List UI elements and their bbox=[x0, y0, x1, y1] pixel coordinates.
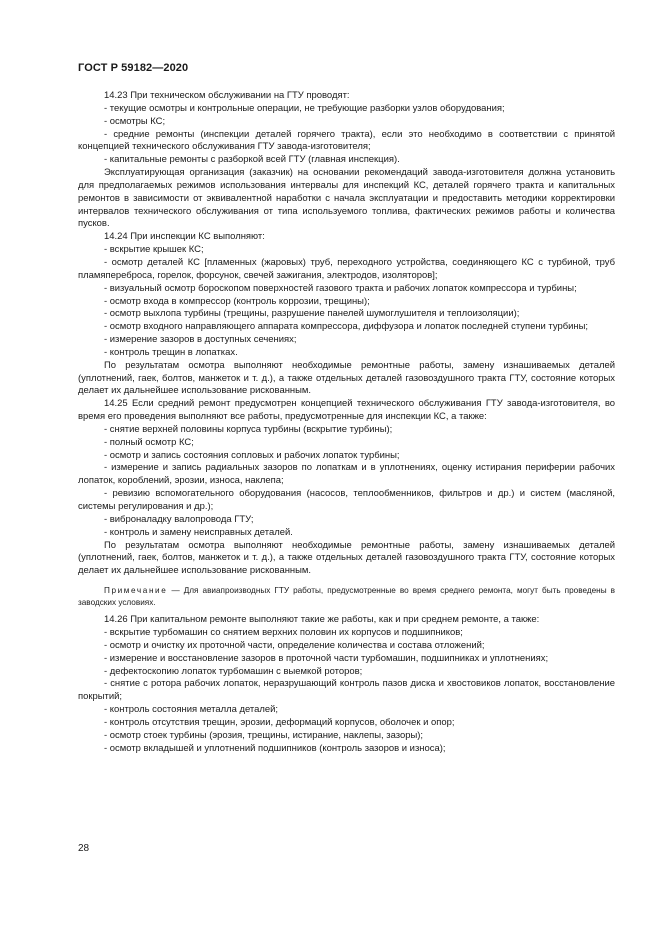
list-item: - контроль и замену неисправных деталей. bbox=[104, 526, 293, 538]
list-item: - осмотр входного направляющего аппарата компрессора, диффузора и лопаток последней ступени турбины; bbox=[104, 321, 589, 333]
list-item: - осмотр и запись состояния сопловых и рабочих лопаток турбины; bbox=[104, 449, 400, 461]
list-item: - средние ремонты (инспекции деталей горячего тракта), если это необходимо в соответствии с принятой концепцией технического обслуживания ГТУ завода-изготовителя; bbox=[78, 128, 615, 153]
list-item: - дефектоскопию лопаток турбомашин с выемкой роторов; bbox=[104, 665, 363, 677]
note-label: Примечание bbox=[104, 586, 168, 596]
list-item: - ревизию вспомогательного оборудования (насосов, теплообменников, фильтров и др.) и систем (масляной, системы регулирования и др.); bbox=[78, 488, 615, 512]
paragraph: По результатам осмотра выполняют необходимые ремонтные работы, замену изнашиваемых деталей (уплотнений, гаек, болтов, манжеток и т. д.), а также отдельных деталей газовоздушного тракта ГТУ, состояние которых делает их дальнейшее использование рискованным. bbox=[78, 359, 615, 397]
paragraph: По результатам осмотра выполняют необходимые ремонтные работы, замену изнашиваемых деталей (уплотнений, гаек, болтов, манжеток и т. д.), а также отдельных деталей газовоздушного тракта ГТУ, состояние которых делает их дальнейшее использование рискованным. bbox=[78, 539, 615, 577]
list-item: - контроль состояния металла деталей; bbox=[104, 704, 279, 716]
list-item: - осмотр и очистку их проточной части, определение количества и состава отложений; bbox=[104, 639, 485, 651]
list-item: - полный осмотр КС; bbox=[104, 436, 194, 448]
list-item: - измерение и восстановление зазоров в проточной части турбомашин, подшипниках и уплотнениях; bbox=[104, 652, 549, 664]
list-item: - измерение и запись радиальных зазоров по лопаткам и в уплотнениях, оценку истирания периферии рабочих лопаток, короблений, эрозии, износа, наклепа; bbox=[78, 462, 615, 487]
list-item: - осмотр деталей КС [пламенных (жаровых) труб, переходного устройства, соединяющего КС с турбиной, труб пламяпереброса, горелок, форсунок, свечей зажигания, электродов, изоляторов]; bbox=[78, 256, 615, 281]
list-item: - контроль отсутствия трещин, эрозии, деформаций корпусов, оболочек и опор; bbox=[104, 717, 455, 728]
list-item: - осмотр входа в компрессор (контроль коррозии, трещины); bbox=[104, 295, 370, 307]
list-item: - снятие верхней половины корпуса турбины (вскрытие турбины); bbox=[104, 423, 393, 435]
paragraph: 14.25 Если средний ремонт предусмотрен концепцией технического обслуживания ГТУ завода-изготовителя, во время его проведения выполняют все работы, предусмотренные для инспекции КС, а также: bbox=[78, 398, 615, 423]
list-item: - текущие осмотры и контрольные операции, не требующие разборки узлов оборудования; bbox=[104, 102, 505, 114]
list-item: - контроль трещин в лопатках. bbox=[104, 346, 238, 358]
list-item: - вскрытие крышек КС; bbox=[104, 244, 204, 256]
note bbox=[78, 585, 615, 608]
paragraph: 14.23 При техническом обслуживании на ГТУ проводят: bbox=[104, 90, 350, 101]
list-item: - осмотр вкладышей и уплотнений подшипников (контроль зазоров и износа); bbox=[104, 742, 446, 754]
list-item: - капитальные ремонты с разборкой всей ГТУ (главная инспекция). bbox=[104, 154, 400, 166]
paragraph: 14.24 При инспекции КС выполняют: bbox=[104, 231, 265, 243]
document-header: ГОСТ Р 59182—2020 bbox=[78, 62, 189, 74]
list-item: - снятие с ротора рабочих лопаток, неразрушающий контроль пазов диска и хвостовиков лопаток, восстановление покрытий; bbox=[78, 678, 615, 703]
page-number: 28 bbox=[78, 843, 90, 854]
list-item: - виброналадку валопровода ГТУ; bbox=[104, 513, 254, 525]
note-text: — Для авиапроизводных ГТУ работы, предусмотренные во время среднего ремонта, могут быть проведены в заводских условиях. bbox=[78, 586, 615, 607]
list-item: - вскрытие турбомашин со снятием верхних половин их корпусов и подшипников; bbox=[104, 627, 463, 639]
document-body bbox=[78, 90, 615, 756]
list-item: - измерение зазоров в доступных сечениях; bbox=[104, 334, 297, 346]
paragraph: Эксплуатирующая организация (заказчик) на основании рекомендаций завода-изготовителя должна установить для предполагаемых режимов использования интервалы для инспекций КС, деталей горячего тракта и капитальных ремонтов в зависимости от эквивалентной наработки с начала эксплуатации и предоставить методики корректировки интервалов технического обслуживания от типа используемого топлива, фактических режимов работы и количества пусков. bbox=[78, 167, 615, 230]
list-item: - осмотр стоек турбины (эрозия, трещины, истирание, наклепы, зазоры); bbox=[104, 729, 424, 741]
paragraph: 14.26 При капитальном ремонте выполняют такие же работы, как и при среднем ремонте, а также: bbox=[104, 614, 540, 626]
list-item: - визуальный осмотр бороскопом поверхностей газового тракта и рабочих лопаток компрессора и турбины; bbox=[104, 282, 577, 294]
list-item: - осмотр выхлопа турбины (трещины, разрушение панелей шумоглушителя и теплоизоляции); bbox=[104, 308, 520, 320]
list-item: - осмотры КС; bbox=[104, 115, 166, 127]
